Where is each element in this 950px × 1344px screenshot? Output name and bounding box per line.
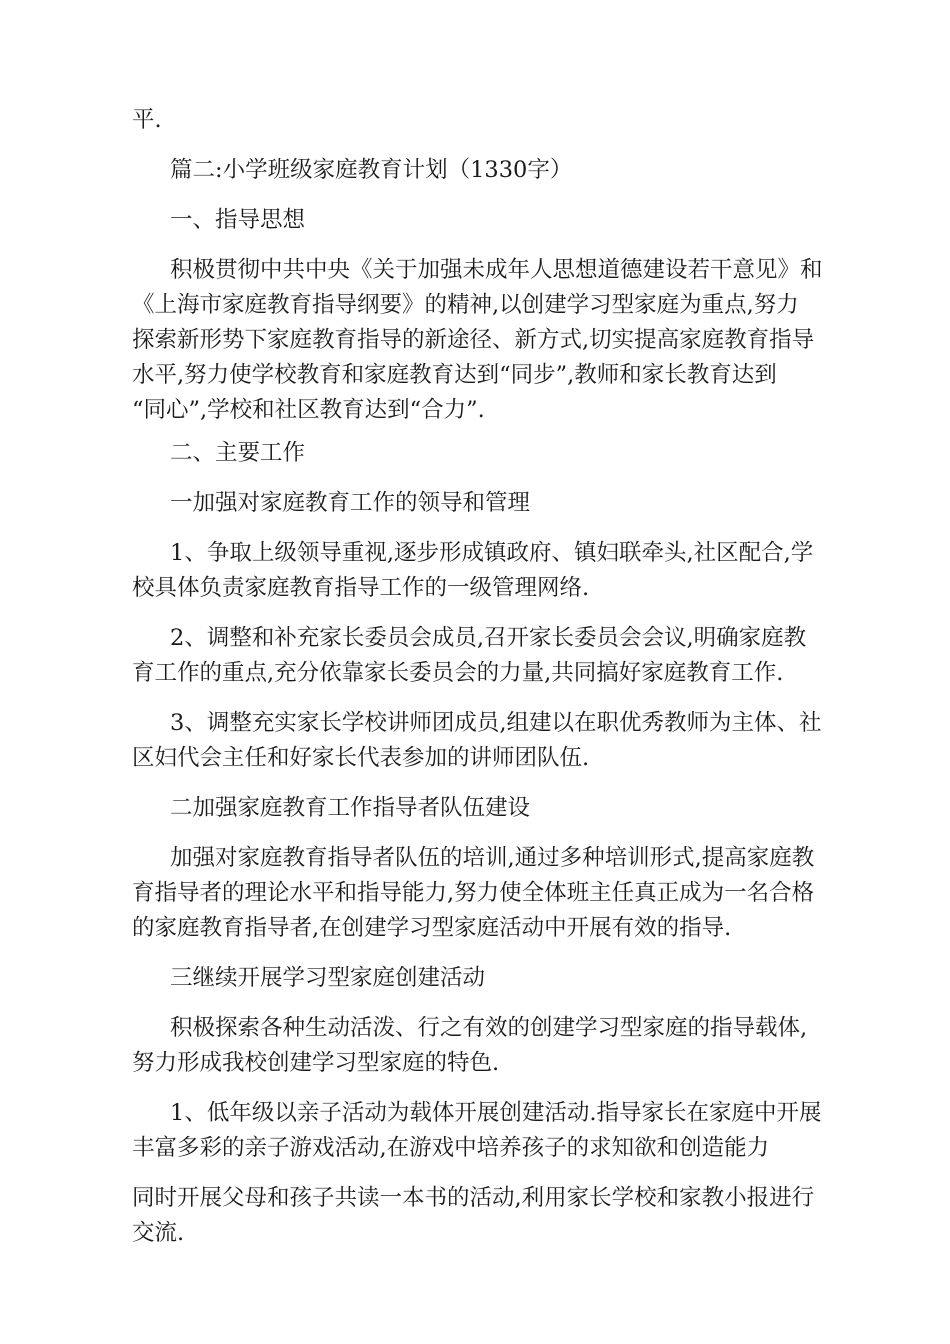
text-line: 丰富多彩的亲子游戏活动,在游戏中培养孩子的求知欲和创造能力 — [132, 1135, 770, 1161]
text-line: 育指导者的理论水平和指导能力,努力使全体班主任真正成为一名合格 — [132, 880, 815, 906]
text-line: 育工作的重点,充分依靠家长委员会的力量,共同搞好家庭教育工作. — [132, 660, 784, 686]
text-line: 区妇代会主任和好家长代表参加的讲师团队伍. — [132, 745, 590, 771]
text-line: 加强对家庭教育指导者队伍的培训,通过多种培训形式,提高家庭教 — [170, 845, 815, 871]
text-line: 积极探索各种生动活泼、行之有效的创建学习型家庭的指导载体, — [170, 1015, 808, 1041]
text-line: 努力形成我校创建学习型家庭的特色. — [132, 1050, 500, 1076]
text-line: 1、低年级以亲子活动为载体开展创建活动.指导家长在家庭中开展 — [170, 1100, 822, 1126]
section-heading: 二、主要工作 — [170, 440, 306, 466]
text-line: 同时开展父母和孩子共读一本书的活动,利用家长学校和家教小报进行 — [132, 1185, 815, 1211]
text-line: 3、调整充实家长学校讲师团成员,组建以在职优秀教师为主体、社 — [170, 710, 822, 736]
text-line: 水平,努力使学校教育和家庭教育达到“同步”,教师和家长教育达到 — [132, 362, 777, 388]
text-line: 1、争取上级领导重视,逐步形成镇政府、镇妇联牵头,社区配合,学 — [170, 540, 814, 566]
subsection-heading: 二加强家庭教育工作指导者队伍建设 — [170, 795, 531, 821]
text-line: 探索新形势下家庭教育指导的新途径、新方式,切实提高家庭教育指导 — [132, 327, 815, 353]
text-line: 的家庭教育指导者,在创建学习型家庭活动中开展有效的指导. — [132, 915, 732, 941]
section-heading: 一、指导思想 — [170, 207, 306, 233]
text-line: “同心”,学校和社区教育达到“合力”. — [132, 397, 485, 423]
text-line: 校具体负责家庭教育指导工作的一级管理网络. — [132, 575, 590, 601]
subsection-heading: 一加强对家庭教育工作的领导和管理 — [170, 490, 531, 516]
section-heading: 篇二:小学班级家庭教育计划（1330字） — [170, 157, 573, 183]
text-line: 积极贯彻中共中央《关于加强未成年人思想道德建设若干意见》和 — [170, 257, 823, 283]
subsection-heading: 三继续开展学习型家庭创建活动 — [170, 965, 486, 991]
text-line: 交流. — [132, 1220, 185, 1246]
text-line: 平. — [132, 107, 162, 133]
text-line: 《上海市家庭教育指导纲要》的精神,以创建学习型家庭为重点,努力 — [132, 292, 799, 318]
text-line: 2、调整和补充家长委员会成员,召开家长委员会会议,明确家庭教 — [170, 625, 807, 651]
